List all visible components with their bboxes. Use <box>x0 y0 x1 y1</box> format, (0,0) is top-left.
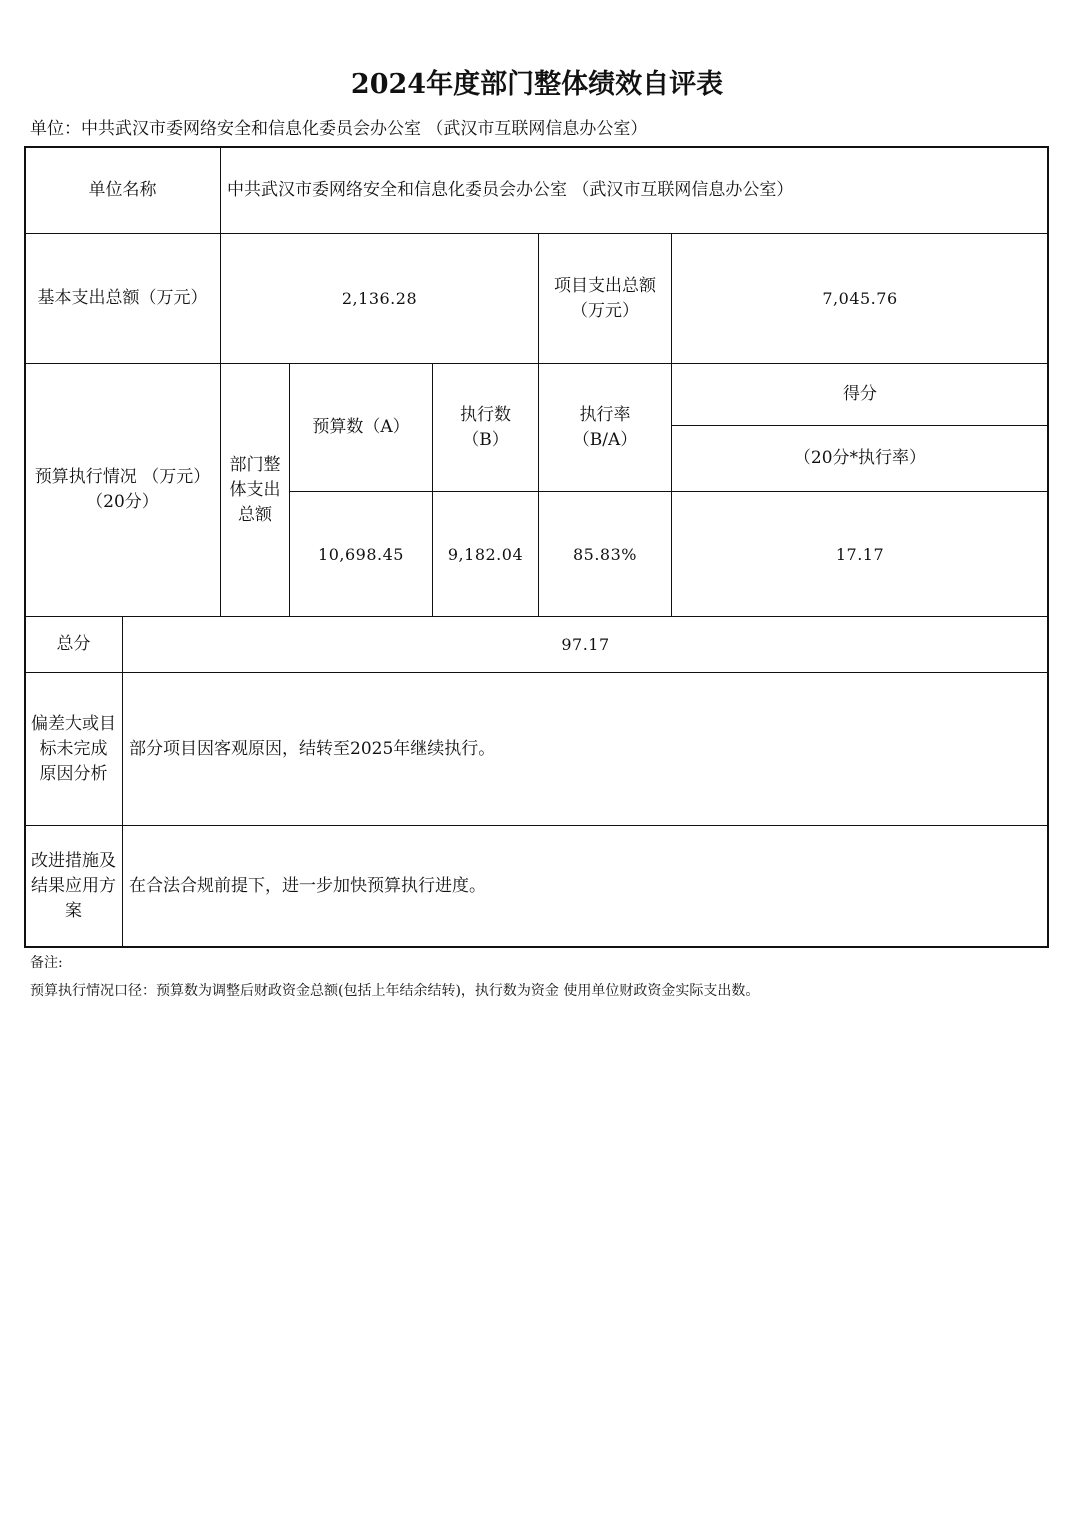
total-label: 总分 <box>56 634 91 654</box>
unit-name-value: 中共武汉市委网络安全和信息化委员会办公室 （武汉市互联网信息办公室） <box>227 180 794 200</box>
total-value: 97.17 <box>561 635 610 654</box>
rate-label: 执行率（B/A） <box>572 404 638 450</box>
score-value: 17.17 <box>835 544 885 564</box>
page-title: 2024年度部门整体绩效自评表 <box>350 69 724 100</box>
score-label: 得分 <box>843 384 877 404</box>
notes-label: 备注: <box>30 955 63 971</box>
exec-b-value: 9,182.04 <box>447 544 524 564</box>
deviation-value: 部分项目因客观原因，结转至2025年继续执行。 <box>129 738 496 759</box>
budget-a-label: 预算数（A） <box>312 417 410 437</box>
unit-line: 单位：中共武汉市委网络安全和信息化委员会办公室 （武汉市互联网信息办公室） <box>30 119 648 139</box>
budget-a-value: 10,698.45 <box>318 544 404 564</box>
improve-label: 改进措施及 结果应用方案 <box>31 851 116 921</box>
improve-value: 在合法合规前提下，进一步加快预算执行进度。 <box>129 876 486 896</box>
rate-value: 85.83% <box>572 544 637 564</box>
budget-exec-label: 预算执行情况 （万元）（20分） <box>34 467 211 512</box>
dept-total-label: 部门整体支出总额 <box>229 454 281 525</box>
project-expense-label: 项目支出总额（万元） <box>554 275 656 321</box>
deviation-label: 偏差大或目标未完成 原因分析 <box>31 713 116 784</box>
basic-expense-label: 基本支出总额（万元） <box>37 288 208 308</box>
score-formula: （20分*执行率） <box>793 448 927 468</box>
basic-expense-value: 2,136.28 <box>341 289 418 308</box>
exec-b-label: 执行数（B） <box>460 404 511 450</box>
notes-text: 预算执行情况口径：预算数为调整后财政资金总额(包括上年结余结转)，执行数为资金 使用单位财政资金实际支出数。 <box>30 983 760 999</box>
unit-name-label: 单位名称 <box>88 180 157 200</box>
project-expense-value: 7,045.76 <box>822 289 898 308</box>
